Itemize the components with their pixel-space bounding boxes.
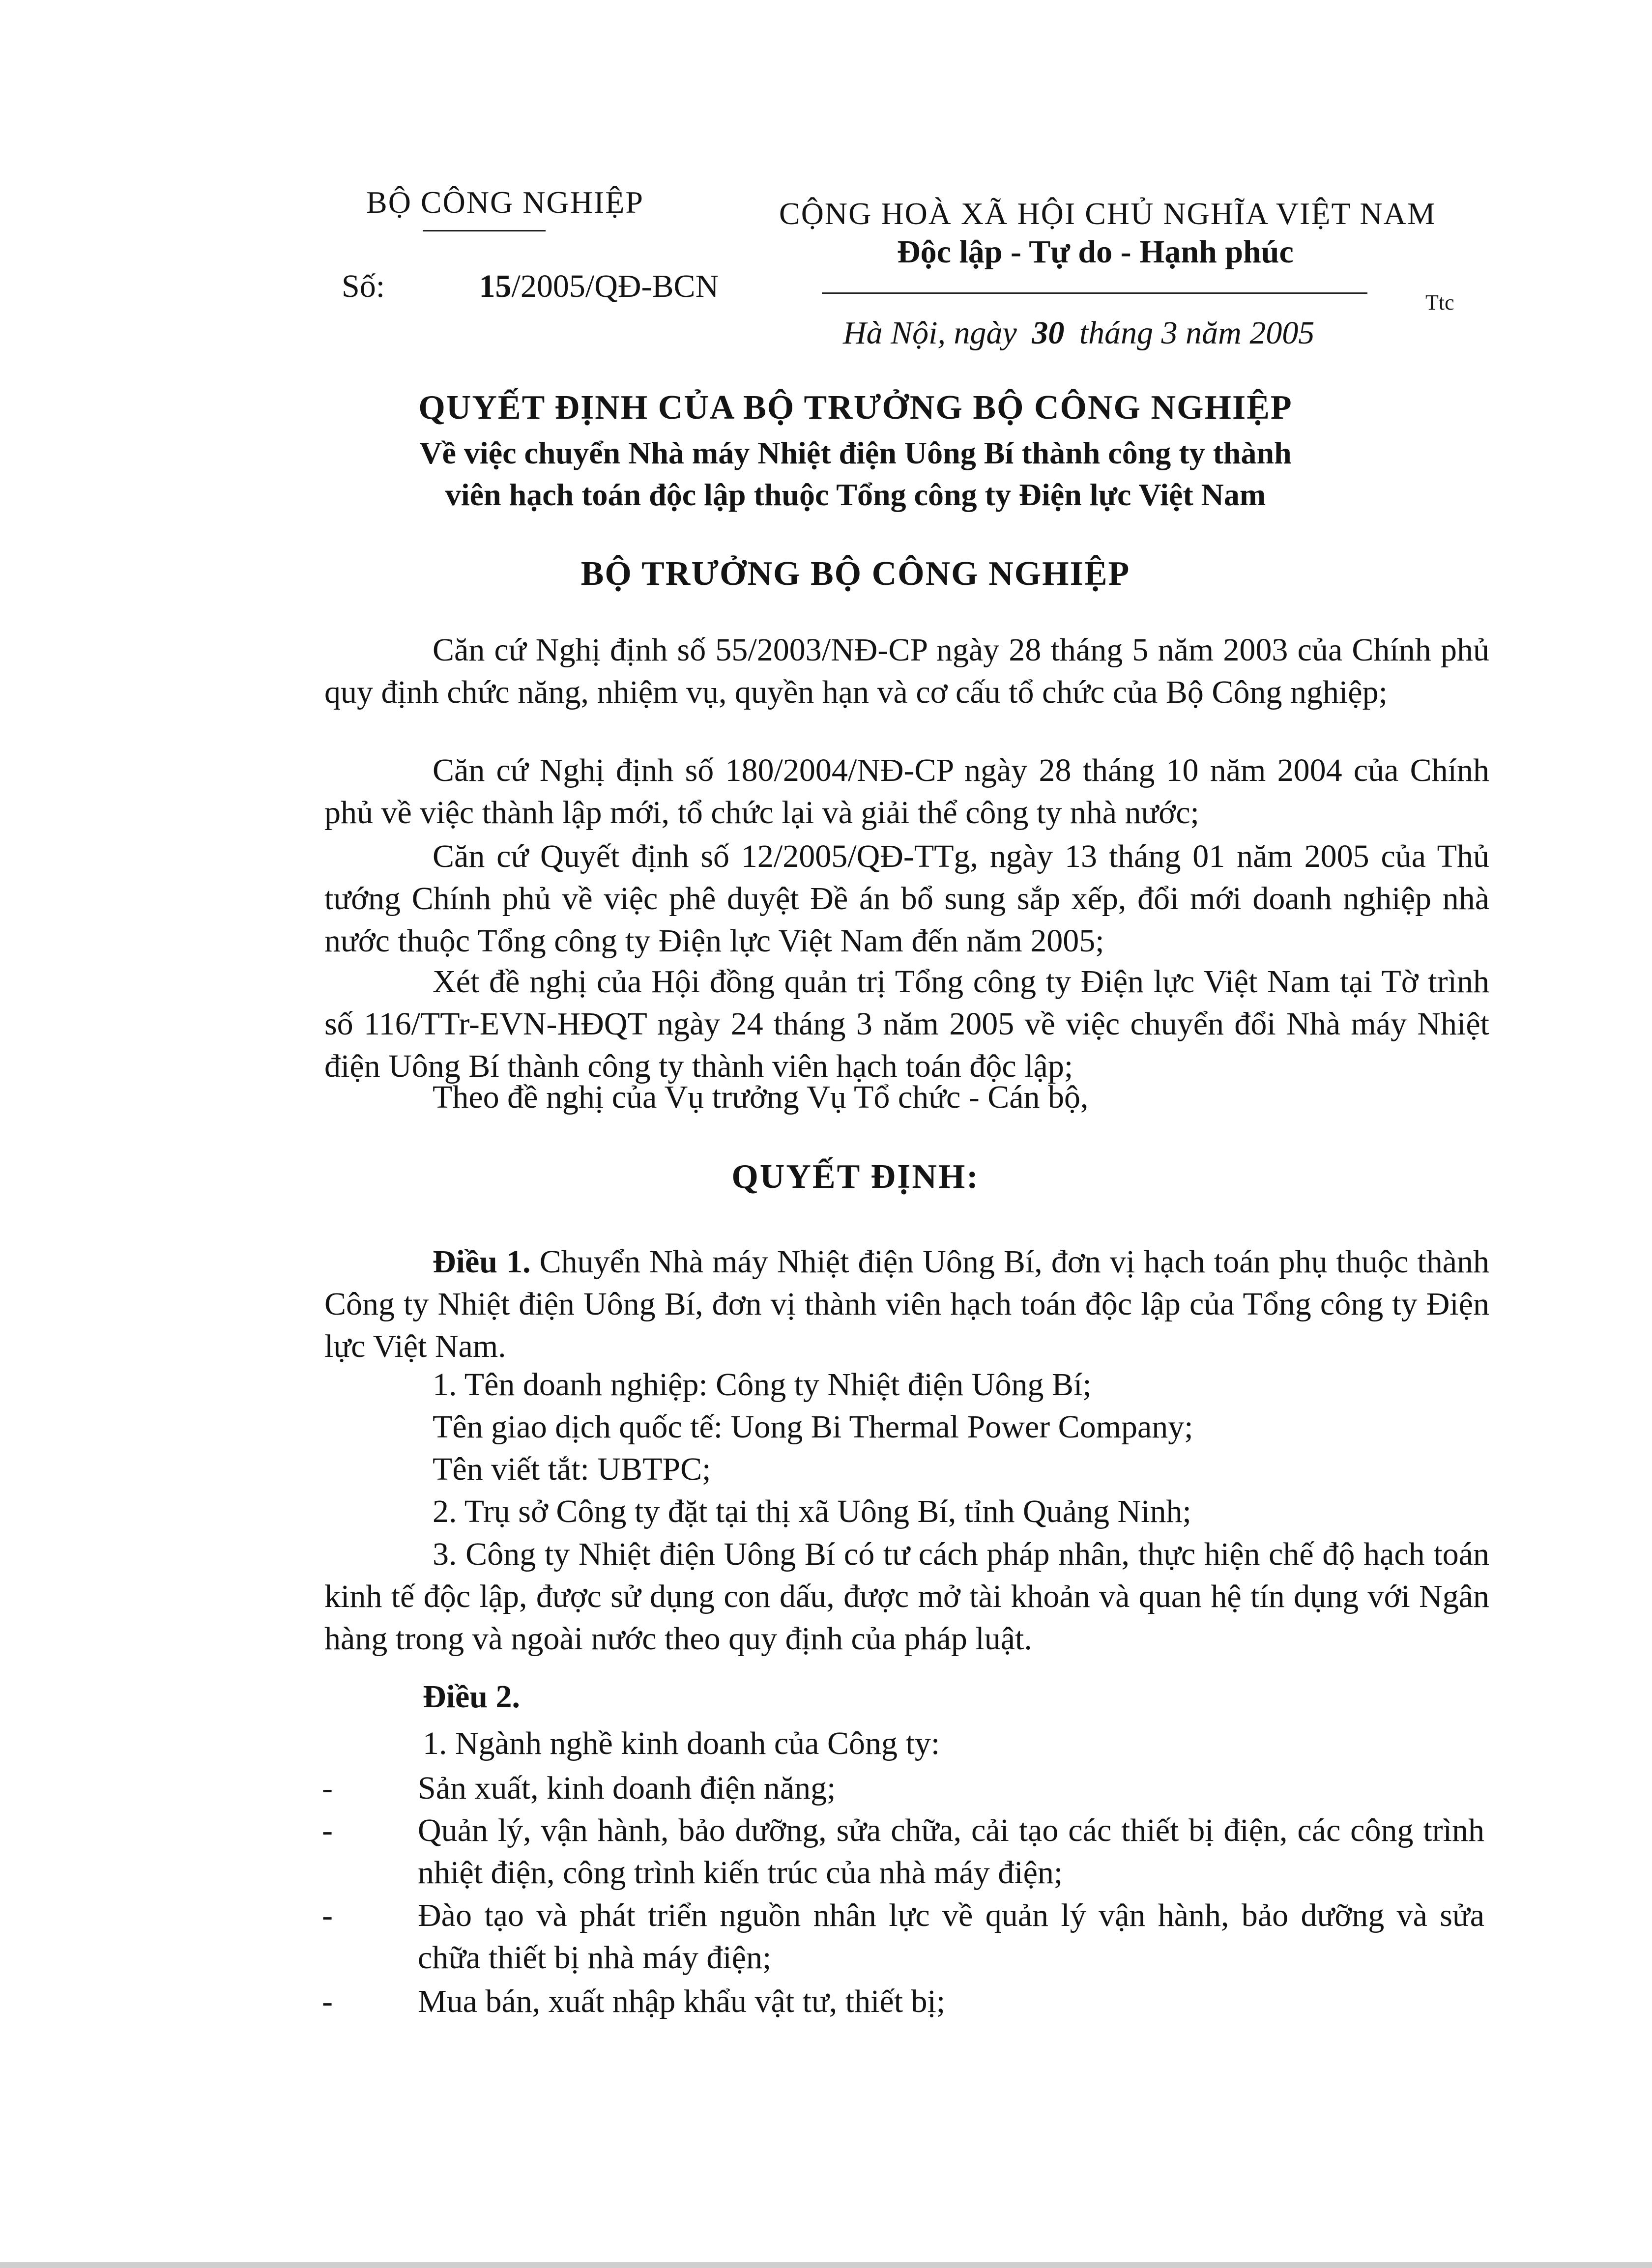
article-1-item-3: 3. Công ty Nhiệt điện Uông Bí có tư cách pháp nhân, thực hiện chế độ hạch toán kinh tế độc lập, được sử dụng con dấu, được mở tài khoản và quan hệ tín dụng với Ngân hàng trong và ngoài nước theo quy định của pháp luật.: [324, 1536, 1489, 1657]
country-name: CỘNG HOÀ XÃ HỘI CHỦ NGHĨA VIỆT NAM: [779, 196, 1436, 231]
article-1-text: Chuyển Nhà máy Nhiệt điện Uông Bí, đơn vị hạch toán phụ thuộc thành Công ty Nhiệt điện Uông Bí, đơn vị thành viên hạch toán độc lập của Tổng công ty Điện lực Việt Nam.: [324, 1244, 1490, 1364]
article-1-item: Tên viết tắt: UBTPC;: [433, 1451, 711, 1487]
authority-heading: BỘ TRƯỞNG BỘ CÔNG NGHIỆP: [580, 555, 1130, 593]
motto-underline: [822, 292, 1367, 294]
article-2-intro: 1. Ngành nghề kinh doanh của Công ty:: [423, 1725, 940, 1761]
article-1-body: [324, 1241, 1489, 1368]
preamble-clause: Căn cứ Quyết định số 12/2005/QĐ-TTg, ngày 13 tháng 01 năm 2005 của Thủ tướng Chính phủ về việc phê duyệt Đề án bổ sung sắp xếp, đổi mới doanh nghiệp nhà nước thuộc Tổng công ty Điện lực Việt Nam đến năm 2005;: [324, 838, 1489, 959]
ministry-underline: [423, 230, 546, 231]
bullet-dash: -: [322, 1812, 333, 1848]
article-1-item: 2. Trụ sở Công ty đặt tại thị xã Uông Bí, tỉnh Quảng Ninh;: [433, 1493, 1191, 1529]
bullet-text: Đào tạo và phát triển nguồn nhân lực về quản lý vận hành, bảo dưỡng và sửa chữa thiết bị nhà máy điện;: [418, 1897, 1484, 1976]
preamble-clause: Theo đề nghị của Vụ trưởng Vụ Tổ chức - Cán bộ,: [433, 1079, 1089, 1115]
ministry-name: BỘ CÔNG NGHIỆP: [366, 185, 644, 220]
date-prefix: Hà Nội, ngày: [843, 315, 1017, 351]
bullet-text: Mua bán, xuất nhập khẩu vật tư, thiết bị;: [418, 1983, 946, 2019]
decision-title: QUYẾT ĐỊNH CỦA BỘ TRƯỞNG BỘ CÔNG NGHIỆP: [418, 389, 1293, 427]
scan-bottom-edge: [0, 2262, 1652, 2268]
number-suffix: /2005/QĐ-BCN: [511, 268, 719, 304]
bullet-dash: -: [322, 1770, 333, 1806]
article-2-bullet: [322, 1981, 1484, 2023]
subject-line-2: viên hạch toán độc lập thuộc Tổng công ty Điện lực Việt Nam: [445, 477, 1266, 512]
national-motto: Độc lập - Tự do - Hạnh phúc: [897, 234, 1294, 270]
document-number: [342, 268, 719, 305]
subject-line-1: Về việc chuyển Nhà máy Nhiệt điện Uông Bí thành công ty thành: [419, 435, 1292, 470]
decision-heading: QUYẾT ĐỊNH:: [731, 1158, 980, 1196]
bullet-dash: -: [322, 1983, 333, 2019]
date-suffix: tháng 3 năm 2005: [1079, 315, 1315, 351]
article-1-label: Điều 1.: [433, 1244, 531, 1280]
bullet-dash: -: [322, 1897, 333, 1933]
preamble-clause: Căn cứ Nghị định số 180/2004/NĐ-CP ngày 28 tháng 10 năm 2004 của Chính phủ về việc thành lập mới, tổ chức lại và giải thể công ty nhà nước;: [324, 752, 1489, 831]
article-2-bullet: [322, 1767, 1484, 1809]
article-2-bullet: [322, 1895, 1484, 1979]
number-label: Số:: [342, 268, 385, 304]
issue-date: [843, 315, 1314, 352]
margin-note: Ttc: [1425, 290, 1454, 315]
preamble-clause: Căn cứ Nghị định số 55/2003/NĐ-CP ngày 28 tháng 5 năm 2003 của Chính phủ quy định chức năng, nhiệm vụ, quyền hạn và cơ cấu tổ chức của Bộ Công nghiệp;: [324, 632, 1489, 710]
number-value: 15: [479, 268, 512, 304]
preamble-clause: Xét đề nghị của Hội đồng quản trị Tổng công ty Điện lực Việt Nam tại Tờ trình số 116/TTr-EVN-HĐQT ngày 24 tháng 3 năm 2005 về việc chuyển đổi Nhà máy Nhiệt điện Uông Bí thành công ty thành viên hạch toán độc lập;: [324, 964, 1489, 1084]
bullet-text: Sản xuất, kinh doanh điện năng;: [418, 1770, 836, 1806]
article-2-bullet: [322, 1809, 1484, 1894]
date-day: 30: [1032, 315, 1065, 351]
bullet-text: Quản lý, vận hành, bảo dưỡng, sửa chữa, cải tạo các thiết bị điện, các công trình nhiệt điện, công trình kiến trúc của nhà máy điện;: [418, 1812, 1484, 1891]
article-2-label: Điều 2.: [423, 1679, 520, 1715]
article-1-item: 1. Tên doanh nghiệp: Công ty Nhiệt điện Uông Bí;: [433, 1367, 1092, 1403]
article-1-item: Tên giao dịch quốc tế: Uong Bi Thermal Power Company;: [433, 1409, 1193, 1445]
